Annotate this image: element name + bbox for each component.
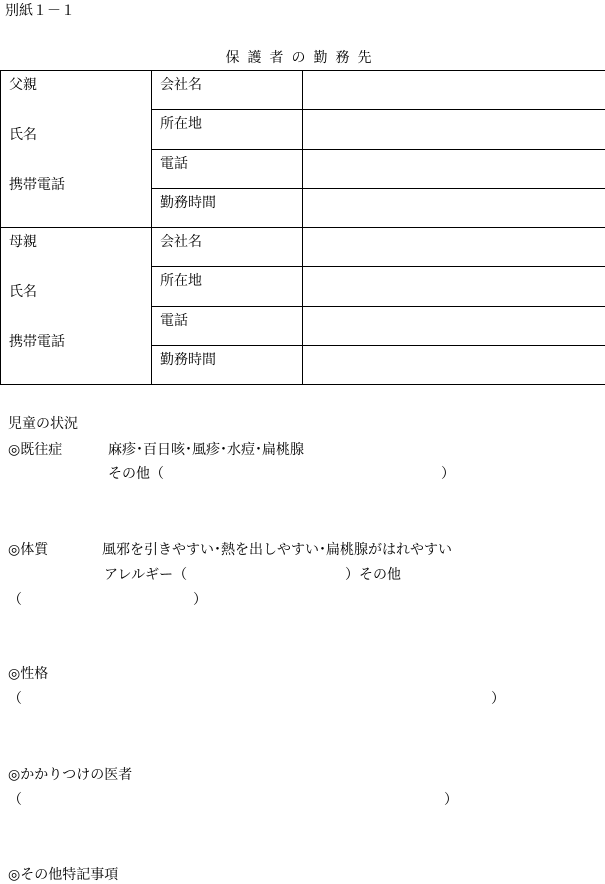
mother-address-field[interactable]	[303, 267, 605, 306]
employment-table	[0, 70, 605, 385]
personality-open: （	[8, 690, 22, 708]
child-status-heading: 児童の状況	[8, 415, 78, 433]
father-hours-field[interactable]	[303, 188, 605, 227]
constitution-other-close: ）	[193, 591, 207, 609]
mother-tel-label: 電話	[152, 306, 303, 345]
father-info-cell	[1, 71, 152, 228]
medical-history-options[interactable]: 麻疹･百日咳･風疹･水痘･扁桃腺	[108, 441, 304, 459]
document-title: 保護者の勤務先	[0, 49, 605, 67]
family-doctor-close: ）	[444, 791, 458, 809]
personality-close: ）	[491, 690, 505, 708]
medical-history-label: ◎既往症	[8, 441, 62, 459]
constitution-options[interactable]: 風邪を引きやすい･熱を出しやすい･扁桃腺がはれやすい	[102, 541, 452, 559]
attachment-label: 別紙１－１	[5, 2, 75, 20]
family-doctor-open: （	[8, 791, 22, 809]
father-hours-label: 勤務時間	[152, 188, 303, 227]
father-company-label: 会社名	[152, 71, 303, 110]
family-doctor-label: ◎かかりつけの医者	[8, 766, 132, 784]
special-remarks-label: ◎その他特記事項	[8, 866, 118, 884]
mother-company-field[interactable]	[303, 228, 605, 267]
mother-hours-field[interactable]	[303, 345, 605, 384]
father-name-label: 氏名	[9, 126, 37, 144]
mother-company-label: 会社名	[152, 228, 303, 267]
mother-relation-label: 母親	[9, 233, 37, 251]
medical-history-other-open: その他（	[108, 465, 164, 483]
allergy-open: アレルギー（	[104, 566, 187, 584]
mother-info-cell	[1, 228, 152, 385]
mother-phone-label: 携帯電話	[9, 333, 65, 351]
constitution-other-open: （	[8, 591, 22, 609]
mother-address-label: 所在地	[152, 267, 303, 306]
father-company-field[interactable]	[303, 71, 605, 110]
father-relation-label: 父親	[9, 76, 37, 94]
father-tel-field[interactable]	[303, 149, 605, 188]
constitution-label: ◎体質	[8, 541, 48, 559]
allergy-close-other: ）その他	[345, 566, 401, 584]
father-address-field[interactable]	[303, 110, 605, 149]
personality-label: ◎性格	[8, 665, 48, 683]
medical-history-other-close: ）	[441, 465, 455, 483]
mother-hours-label: 勤務時間	[152, 345, 303, 384]
mother-tel-field[interactable]	[303, 306, 605, 345]
father-address-label: 所在地	[152, 110, 303, 149]
father-tel-label: 電話	[152, 149, 303, 188]
father-phone-label: 携帯電話	[9, 176, 65, 194]
mother-name-label: 氏名	[9, 283, 37, 301]
